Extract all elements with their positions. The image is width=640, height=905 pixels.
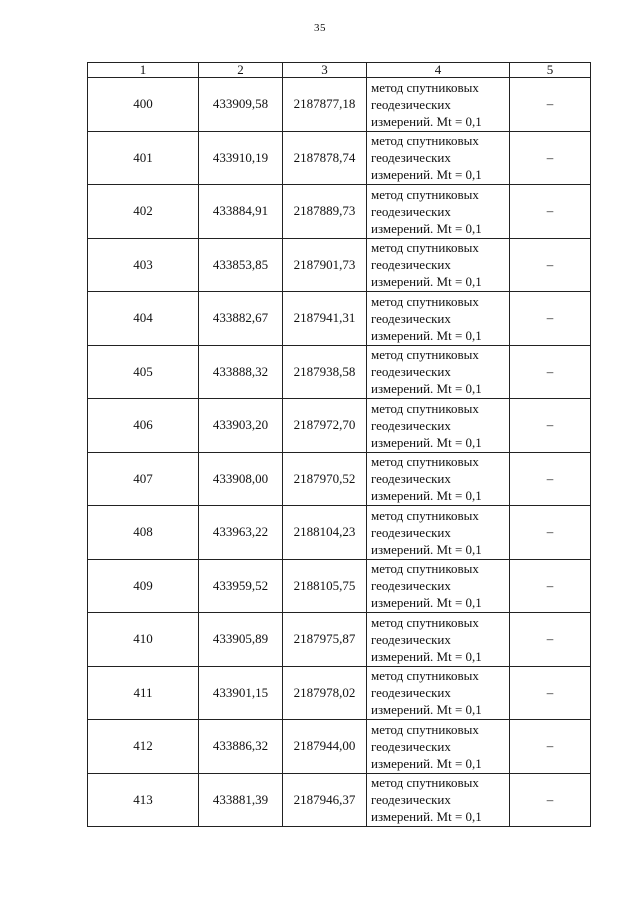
y-coordinate-cell [283,131,367,185]
y-coordinate: 2187978,02 [293,684,356,700]
method-line-3: измерений. Mt = 0,1 [371,648,482,664]
note-cell [510,720,591,774]
x-coordinate: 433963,22 [212,524,269,540]
method-cell [367,185,510,239]
table-row [88,666,591,720]
header-row [88,63,591,78]
table-row [88,345,591,399]
x-coordinate-cell [199,131,283,185]
method-line-2: геодезических [371,203,451,219]
y-coordinate-cell [283,399,367,453]
method-line-3: измерений. Mt = 0,1 [371,702,482,718]
y-coordinate-cell [283,78,367,132]
x-coordinate: 433853,85 [212,256,269,272]
table-row [88,720,591,774]
method-line-2: геодезических [371,524,451,540]
method-line-1: метод спутниковых [371,454,479,470]
method-line-2: геодезических [371,310,451,326]
y-coordinate: 2187938,58 [293,363,356,379]
method-cell [367,613,510,667]
point-number-cell [88,399,199,453]
point-number: 401 [133,149,153,165]
header-col-2: 2 [199,63,283,78]
method-line-3: измерений. Mt = 0,1 [371,167,482,183]
point-number-cell [88,292,199,346]
point-number: 406 [133,417,153,433]
note-cell [510,292,591,346]
y-coordinate-cell [283,452,367,506]
y-coordinate-cell [283,613,367,667]
point-number: 400 [133,96,153,112]
point-number: 407 [133,470,153,486]
method-line-2: геодезических [371,471,451,487]
table-row [88,78,591,132]
method-line-1: метод спутниковых [371,614,479,630]
method-line-3: измерений. Mt = 0,1 [371,809,482,825]
y-coordinate-cell [283,773,367,827]
table-row [88,773,591,827]
note-dash: – [546,256,554,272]
method-line-2: геодезических [371,364,451,380]
method-cell [367,78,510,132]
method-cell [367,345,510,399]
note-cell [510,399,591,453]
page-number: 35 [314,22,326,34]
note-dash: – [546,524,554,540]
table-row [88,559,591,613]
method-line-1: метод спутниковых [371,133,479,149]
method-line-3: измерений. Mt = 0,1 [371,488,482,504]
point-number-cell [88,559,199,613]
method-line-3: измерений. Mt = 0,1 [371,381,482,397]
x-coordinate: 433909,58 [212,96,269,112]
y-coordinate: 2187972,70 [293,417,356,433]
point-number: 410 [133,631,153,647]
note-dash: – [546,417,554,433]
method-cell [367,720,510,774]
x-coordinate-cell [199,185,283,239]
y-coordinate: 2188105,75 [293,577,356,593]
point-number-cell [88,613,199,667]
x-coordinate-cell [199,720,283,774]
table-row [88,292,591,346]
x-coordinate-cell [199,559,283,613]
x-coordinate-cell [199,666,283,720]
x-coordinate: 433908,00 [212,470,269,486]
method-line-2: геодезических [371,738,451,754]
point-number: 409 [133,577,153,593]
method-cell [367,773,510,827]
method-line-1: метод спутниковых [371,507,479,523]
y-coordinate-cell [283,238,367,292]
method-line-3: измерений. Mt = 0,1 [371,113,482,129]
x-coordinate-cell [199,345,283,399]
x-coordinate: 433884,91 [212,203,269,219]
y-coordinate-cell [283,345,367,399]
point-number-cell [88,131,199,185]
note-dash: – [546,470,554,486]
note-cell [510,666,591,720]
point-number: 413 [133,791,153,807]
note-dash: – [546,363,554,379]
y-coordinate: 2187944,00 [293,738,356,754]
method-line-2: геодезических [371,792,451,808]
y-coordinate: 2187878,74 [293,149,356,165]
method-line-3: измерений. Mt = 0,1 [371,434,482,450]
note-cell [510,78,591,132]
table-row [88,506,591,560]
header-col-5: 5 [510,63,591,78]
x-coordinate: 433910,19 [212,149,269,165]
method-line-2: геодезических [371,96,451,112]
y-coordinate-cell [283,292,367,346]
method-line-1: метод спутниковых [371,186,479,202]
method-cell [367,292,510,346]
table-row [88,131,591,185]
note-cell [510,559,591,613]
note-dash: – [546,577,554,593]
x-coordinate: 433888,32 [212,363,269,379]
method-line-3: измерений. Mt = 0,1 [371,220,482,236]
method-line-2: геодезических [371,631,451,647]
x-coordinate: 433905,89 [212,631,269,647]
method-line-1: метод спутниковых [371,668,479,684]
note-cell [510,345,591,399]
x-coordinate: 433886,32 [212,738,269,754]
note-cell [510,506,591,560]
method-cell [367,559,510,613]
method-line-2: геодезических [371,578,451,594]
x-coordinate-cell [199,78,283,132]
point-number-cell [88,773,199,827]
note-cell [510,185,591,239]
method-line-2: геодезических [371,417,451,433]
note-cell [510,613,591,667]
table-row [88,452,591,506]
method-line-1: метод спутниковых [371,775,479,791]
method-cell [367,399,510,453]
method-line-1: метод спутниковых [371,79,479,95]
table-row [88,613,591,667]
x-coordinate: 433903,20 [212,417,269,433]
method-line-1: метод спутниковых [371,400,479,416]
y-coordinate: 2187970,52 [293,470,356,486]
x-coordinate: 433882,67 [212,310,269,326]
point-number: 411 [133,684,153,700]
method-line-1: метод спутниковых [371,293,479,309]
point-number: 404 [133,310,153,326]
point-number-cell [88,78,199,132]
note-dash: – [546,310,554,326]
method-line-1: метод спутниковых [371,347,479,363]
method-line-2: геодезических [371,257,451,273]
method-line-3: измерений. Mt = 0,1 [371,595,482,611]
x-coordinate-cell [199,613,283,667]
note-cell [510,452,591,506]
y-coordinate: 2187975,87 [293,631,356,647]
table-row [88,185,591,239]
point-number: 408 [133,524,153,540]
point-number: 403 [133,256,153,272]
header-col-4: 4 [367,63,510,78]
table-row [88,238,591,292]
note-dash: – [546,684,554,700]
note-dash: – [546,203,554,219]
x-coordinate-cell [199,238,283,292]
y-coordinate-cell [283,720,367,774]
point-number-cell [88,185,199,239]
x-coordinate: 433959,52 [212,577,269,593]
method-line-3: измерений. Mt = 0,1 [371,755,482,771]
y-coordinate: 2187901,73 [293,256,356,272]
note-cell [510,238,591,292]
y-coordinate-cell [283,666,367,720]
note-cell [510,773,591,827]
point-number: 405 [133,363,153,379]
x-coordinate-cell [199,292,283,346]
point-number: 412 [133,738,153,754]
table-row [88,399,591,453]
point-number-cell [88,345,199,399]
note-dash: – [546,631,554,647]
note-dash: – [546,149,554,165]
y-coordinate: 2187889,73 [293,203,356,219]
method-line-2: геодезических [371,150,451,166]
point-number-cell [88,506,199,560]
method-cell [367,506,510,560]
y-coordinate: 2188104,23 [293,524,356,540]
y-coordinate: 2187946,37 [293,791,356,807]
header-col-3: 3 [283,63,367,78]
note-dash: – [546,738,554,754]
method-line-2: геодезических [371,685,451,701]
x-coordinate: 433901,15 [212,684,269,700]
method-line-3: измерений. Mt = 0,1 [371,327,482,343]
method-cell [367,666,510,720]
x-coordinate: 433881,39 [212,791,269,807]
x-coordinate-cell [199,399,283,453]
coordinates-table [87,62,591,827]
method-line-1: метод спутниковых [371,561,479,577]
note-cell [510,131,591,185]
method-cell [367,131,510,185]
point-number-cell [88,452,199,506]
point-number-cell [88,238,199,292]
y-coordinate: 2187877,18 [293,96,356,112]
table-body [88,78,591,827]
note-dash: – [546,96,554,112]
method-line-3: измерений. Mt = 0,1 [371,274,482,290]
y-coordinate-cell [283,559,367,613]
method-cell [367,238,510,292]
note-dash: – [546,791,554,807]
method-cell [367,452,510,506]
y-coordinate-cell [283,506,367,560]
header-col-1: 1 [88,63,199,78]
x-coordinate-cell [199,773,283,827]
method-line-1: метод спутниковых [371,240,479,256]
method-line-1: метод спутниковых [371,721,479,737]
point-number-cell [88,666,199,720]
y-coordinate: 2187941,31 [293,310,356,326]
x-coordinate-cell [199,452,283,506]
point-number: 402 [133,203,153,219]
x-coordinate-cell [199,506,283,560]
method-line-3: измерений. Mt = 0,1 [371,541,482,557]
point-number-cell [88,720,199,774]
y-coordinate-cell [283,185,367,239]
